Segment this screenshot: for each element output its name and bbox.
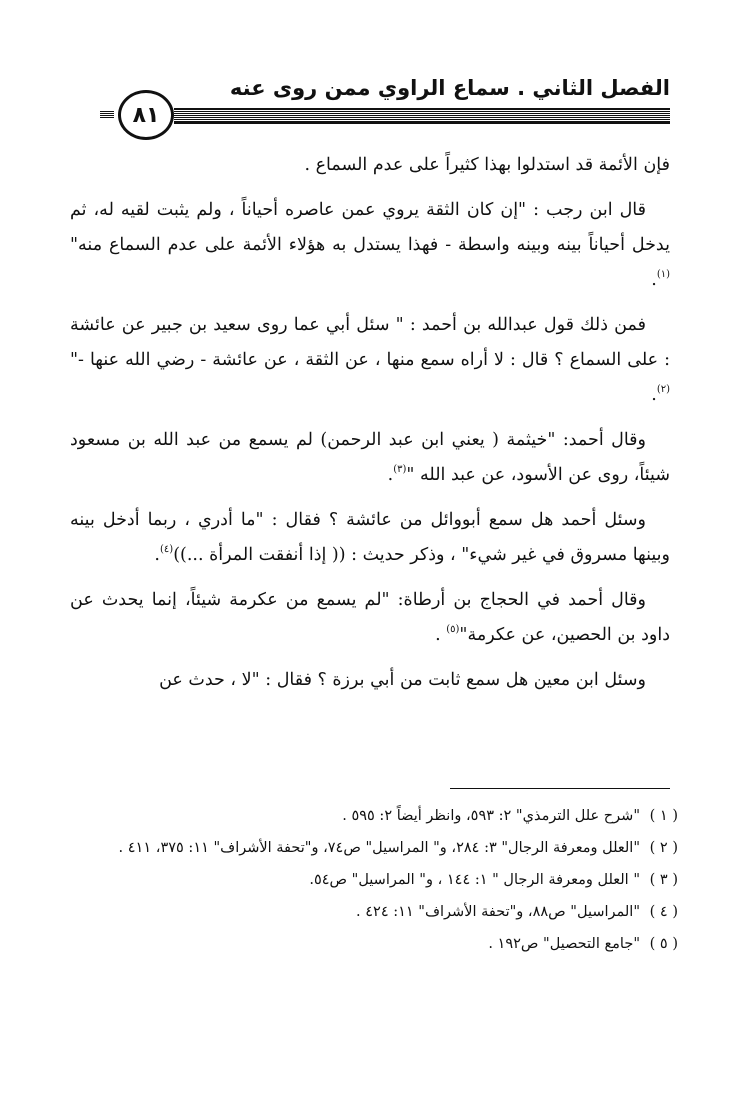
- footnote-number: ( ٥ ): [649, 936, 678, 952]
- main-text: [70, 148, 670, 708]
- paragraph: وسئل ابن معين هل سمع ثابت من أبي برزة ؟ فقال : "لا ، حدث عن: [159, 670, 646, 690]
- footnote-number: ( ١ ): [649, 808, 678, 824]
- header-rule: [174, 108, 670, 124]
- header-rule-left: [100, 110, 114, 118]
- footnote-ref: (٥): [446, 624, 460, 635]
- footnote-separator: [450, 788, 670, 789]
- footnote-text: "المراسيل" ص٨٨، و"تحفة الأشراف" ١١: ٤٢٤ .: [356, 904, 640, 920]
- chapter-title: الفصل الثاني . سماع الراوي ممن روى عنه: [229, 76, 670, 100]
- paragraph: فإن الأئمة قد استدلوا بهذا كثيراً على عدم السماع .: [304, 155, 670, 175]
- page-number: [118, 90, 174, 140]
- page-header: [100, 76, 670, 140]
- paragraph: قال ابن رجب : "إن كان الثقة يروي عمن عاصره أحياناً ، ولم يثبت لقيه له، ثم يدخل أحياناً بينه وبينه واسطة - فهذا يستدل به هؤلاء الأئمة على عدم السماع منه"$^{(١)}$.: [70, 200, 670, 290]
- footnote-ref: (١): [656, 269, 670, 280]
- footnote-text: " العلل ومعرفة الرجال " ١: ١٤٤ ، و" المراسيل" ص٥٤.: [309, 872, 640, 888]
- paragraph: وقال أحمد: "خيثمة ( يعني ابن عبد الرحمن) لم يسمع من عبد الله بن مسعود شيئاً، روى عن الأسود، عن عبد الله "$^{(٣)}$.: [70, 430, 670, 485]
- paragraph: فمن ذلك قول عبدالله بن أحمد : " سئل أبي عما روى سعيد بن جبير عن عائشة : على السماع ؟ قال : لا أراه سمع منها ، عن الثقة ، عن عائشة - رضي الله عنها -" $^{(٢)}$.: [70, 315, 670, 405]
- footnote-ref: (٤): [160, 544, 174, 555]
- footnote-text: "شرح علل الترمذي" ٢: ٥٩٣، وانظر أيضاً ٢: ٥٩٥ .: [342, 808, 640, 824]
- footnote-text: "جامع التحصيل" ص١٩٢ .: [488, 936, 640, 952]
- footnote-text: "العلل ومعرفة الرجال" ٣: ٢٨٤، و" المراسيل" ص٧٤، و"تحفة الأشراف" ١١: ٣٧٥، ٤١١ .: [118, 840, 640, 856]
- paragraph: وسئل أحمد هل سمع أبووائل من عائشة ؟ فقال : "ما أدري ، ربما أدخل بينه وبينها مسروق في غير شيء" ، وذكر حديث : (( إذا أنفقت المرأة ...))$^{(٤)}$.: [70, 510, 670, 565]
- footnote: [60, 864, 678, 896]
- footnote: [60, 928, 678, 960]
- footnote-ref: (٢): [656, 384, 670, 395]
- footnote: [60, 896, 678, 928]
- footnote-number: ( ٢ ): [649, 840, 678, 856]
- footnote-number: ( ٣ ): [649, 872, 678, 888]
- page-number-text: ٨١: [132, 102, 160, 128]
- footnotes: [60, 800, 678, 960]
- footnote: [60, 832, 678, 864]
- footnote-ref: (٣): [393, 464, 407, 475]
- footnote-number: ( ٤ ): [649, 904, 678, 920]
- paragraph: وقال أحمد في الحجاج بن أرطاة: "لم يسمع من عكرمة شيئاً، إنما يحدث عن داود بن الحصين، عن عكرمة"$^{(٥)}$ .: [70, 590, 670, 645]
- footnote: [60, 800, 678, 832]
